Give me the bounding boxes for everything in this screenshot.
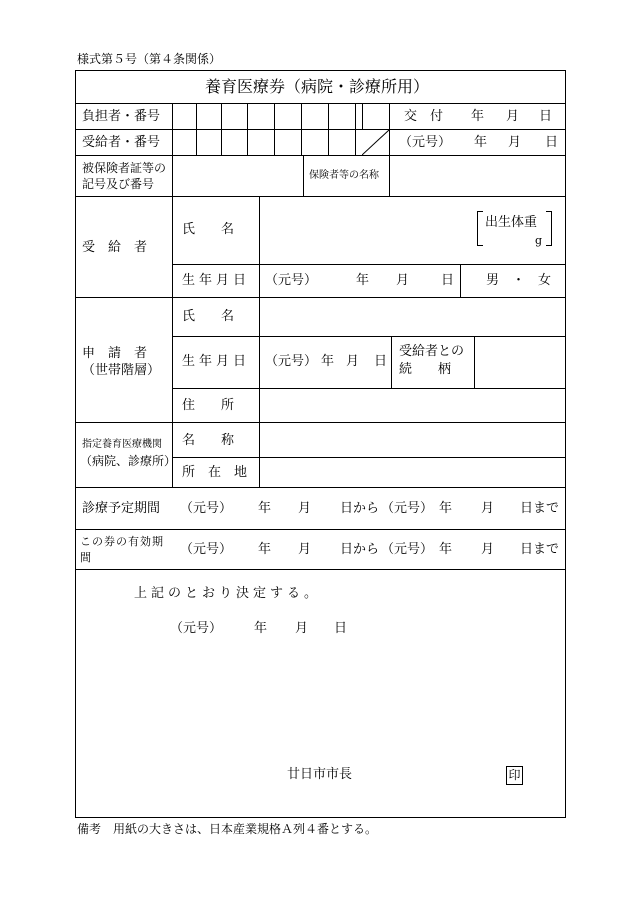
rule — [75, 196, 565, 197]
rule — [172, 103, 173, 155]
treatment-start-era: （元号） — [180, 501, 233, 516]
form-title: 養育医療券（病院・診療所用） — [205, 77, 430, 96]
rule — [75, 422, 565, 423]
rule — [460, 264, 461, 297]
decision-year: 年 — [254, 621, 268, 636]
rule — [75, 487, 565, 488]
institution-section-label: 指定養育医療機関 — [82, 439, 162, 450]
rule — [355, 103, 356, 155]
validity-start-year: 年 — [258, 542, 272, 557]
rule — [362, 103, 363, 129]
rule — [303, 155, 304, 196]
seal-mark: 印 — [506, 766, 523, 785]
decision-era: （元号） — [170, 621, 223, 636]
rule — [274, 103, 275, 155]
applicant-dob-label: 生年月日 — [182, 354, 251, 369]
validity-label-line2: 間 — [80, 551, 91, 564]
recipient-dob-month: 月 — [396, 273, 410, 288]
bracket-right — [546, 211, 552, 246]
recipient-dob-day: 日 — [441, 273, 455, 288]
slash-mark — [362, 129, 390, 156]
institution-location-label: 所 在 地 — [182, 465, 248, 480]
footer-note: 備考 用紙の大きさは、日本産業規格Ａ列４番とする。 — [77, 822, 378, 836]
treatment-end-era: （元号） — [381, 501, 434, 516]
rule — [75, 297, 565, 298]
issue-year: 年 — [471, 109, 485, 124]
rule — [247, 103, 248, 155]
relation-label-line2: 続 柄 — [399, 362, 452, 377]
decision-month: 月 — [295, 621, 309, 636]
mayor-title: 廿日市市長 — [287, 767, 353, 782]
applicant-dob-day: 日 — [374, 354, 388, 369]
household-tier-label: （世帯階層） — [82, 363, 161, 378]
rule — [75, 155, 565, 156]
rule — [328, 103, 329, 155]
treatment-from: 日から — [340, 501, 380, 516]
rule — [259, 196, 260, 487]
institution-name-label: 名 称 — [182, 433, 235, 448]
rule — [391, 336, 392, 388]
rule — [172, 155, 173, 196]
rule — [173, 264, 565, 265]
applicant-dob-month: 月 — [346, 354, 360, 369]
validity-until: 日まで — [520, 542, 560, 557]
decision-day: 日 — [334, 621, 348, 636]
rule — [173, 388, 565, 389]
issue-month: 月 — [506, 109, 520, 124]
era-month: 月 — [508, 135, 522, 150]
rule — [75, 529, 565, 530]
recipient-dob-label: 生年月日 — [182, 273, 251, 288]
insurer-name-label: 保険者等の名称 — [309, 170, 379, 181]
recipient-dob-era: （元号） — [265, 273, 318, 288]
form-number: 様式第５号（第４条関係） — [77, 52, 222, 66]
rule — [172, 196, 173, 487]
rule — [221, 103, 222, 155]
applicant-name-label: 氏 名 — [182, 309, 235, 324]
era-day: 日 — [545, 135, 559, 150]
payer-label: 負担者・番号 — [82, 109, 161, 124]
validity-start-month: 月 — [298, 542, 312, 557]
address-label: 住 所 — [182, 398, 235, 413]
treatment-period-label: 診療予定期間 — [82, 501, 161, 516]
validity-end-month: 月 — [481, 542, 495, 557]
recipient-number-label: 受給者・番号 — [82, 135, 161, 150]
bracket-left — [477, 211, 483, 246]
applicant-dob-year: 年 — [321, 354, 335, 369]
sex-options: 男 ・ 女 — [486, 273, 552, 288]
rule — [196, 103, 197, 155]
recipient-dob-year: 年 — [356, 273, 370, 288]
institution-type-label: （病院、診療所） — [80, 454, 177, 468]
rule — [474, 336, 475, 388]
rule — [75, 129, 565, 130]
treatment-until: 日まで — [520, 501, 560, 516]
era-label: （元号） — [399, 135, 452, 150]
rule — [75, 103, 565, 104]
validity-end-year: 年 — [439, 542, 453, 557]
treatment-start-year: 年 — [258, 501, 272, 516]
insurance-label-line2: 記号及び番号 — [82, 177, 155, 191]
era-year: 年 — [474, 135, 488, 150]
recipient-section-label: 受 給 者 — [82, 240, 148, 255]
recipient-name-label: 氏 名 — [182, 222, 235, 237]
birth-weight-label: 出生体重 — [485, 215, 538, 230]
rule — [301, 103, 302, 155]
birth-weight-unit: g — [535, 234, 543, 247]
validity-end-era: （元号） — [381, 542, 434, 557]
rule — [75, 569, 565, 570]
relation-label-line1: 受給者との — [399, 344, 465, 359]
treatment-end-year: 年 — [439, 501, 453, 516]
validity-from: 日から — [340, 542, 380, 557]
validity-label-line1: この券の有効期 — [80, 535, 164, 548]
rule — [173, 336, 565, 337]
treatment-start-month: 月 — [298, 501, 312, 516]
issue-day: 日 — [539, 109, 553, 124]
decision-statement: 上記のとおり決定する。 — [134, 586, 322, 601]
validity-start-era: （元号） — [180, 542, 233, 557]
applicant-section-label: 申 請 者 — [82, 346, 148, 361]
rule — [173, 457, 565, 458]
applicant-dob-era: （元号） — [265, 354, 318, 369]
treatment-end-month: 月 — [481, 501, 495, 516]
insurance-label-line1: 被保険者証等の — [82, 161, 167, 175]
issue-label: 交 付 — [404, 109, 444, 124]
